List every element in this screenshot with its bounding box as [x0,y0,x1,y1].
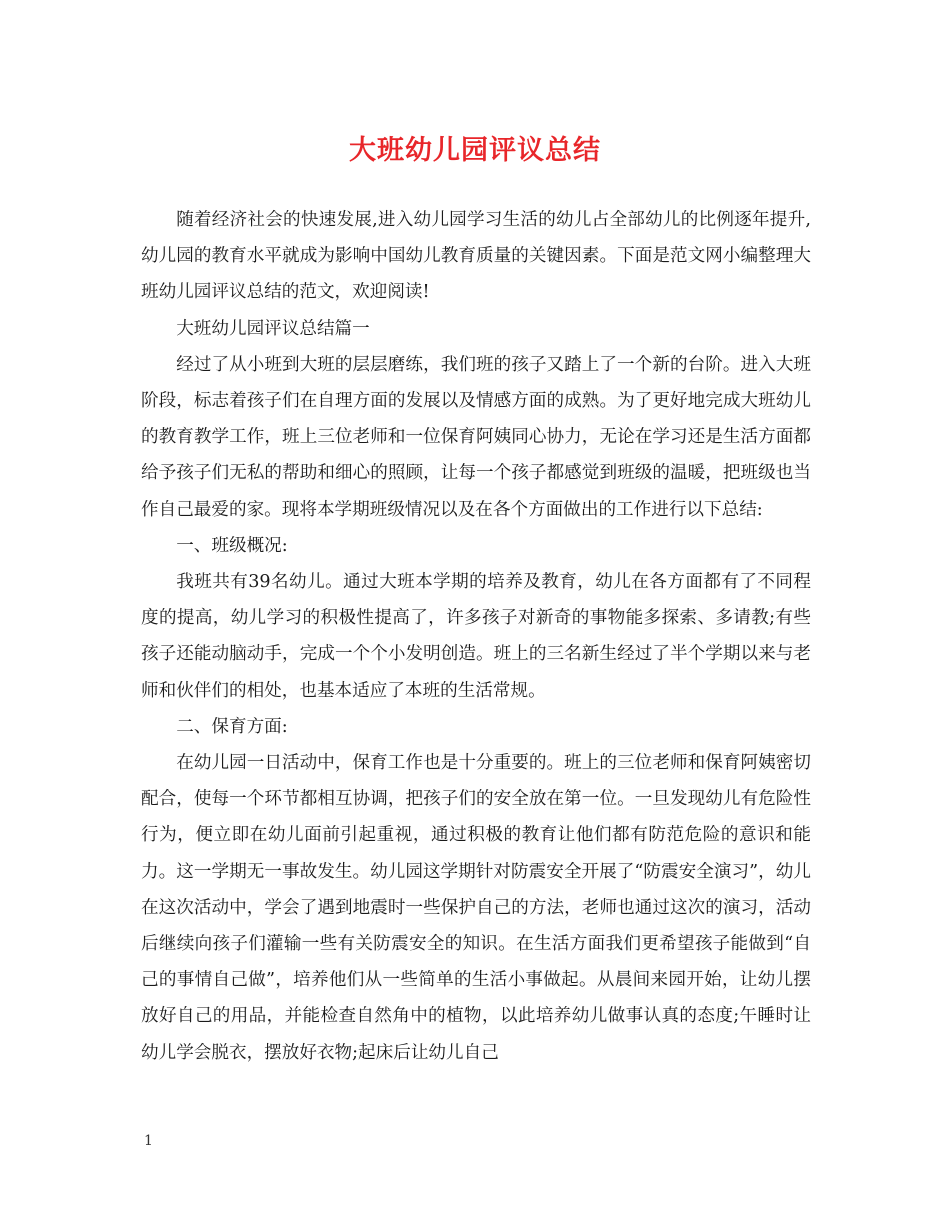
intro-paragraph: 随着经济社会的快速发展,进入幼儿园学习生活的幼儿占全部幼儿的比例逐年提升,幼儿园的教育水平就成为影响中国幼儿教育质量的关键因素。下面是范文网小编整理大班幼儿园评议总结的范文，欢迎阅读! [141,210,811,303]
document-title: 大班幼儿园评议总结 [349,135,601,166]
page-number: 1 [144,1133,153,1149]
summary-paragraph: 经过了从小班到大班的层层磨练，我们班的孩子又踏上了一个新的台阶。进入大班阶段，标志着孩子们在自理方面的发展以及情感方面的成熟。为了更好地完成大班幼儿的教育教学工作，班上三位老师和一位保育阿姨同心协力，无论在学习还是生活方面都给予孩子们无私的帮助和细心的照顾，让每一个孩子都感觉到班级的温暖，把班级也当作自己最爱的家。现将本学期班级情况以及在各个方面做出的工作进行以下总结: [141,354,811,520]
section-heading-care: 二、保育方面: [176,716,288,737]
class-overview-paragraph: 我班共有39名幼儿。通过大班本学期的培养及教育，幼儿在各方面都有了不同程度的提高，幼儿学习的积极性提高了，许多孩子对新奇的事物能多探索、多请教;有些孩子还能动脑动手，完成一个个小发明创造。班上的三名新生经过了半个学期以来与老师和伙伴们的相处，也基本适应了本班的生活常规。 [141,572,811,701]
document-body [141,202,811,1071]
section-heading-part-one: 大班幼儿园评议总结篇一 [176,318,370,339]
care-paragraph: 在幼儿园一日活动中，保育工作也是十分重要的。班上的三位老师和保育阿姨密切配合，使每一个环节都相互协调，把孩子们的安全放在第一位。一旦发现幼儿有危险性行为，便立即在幼儿面前引起重视，通过积极的教育让他们都有防范危险的意识和能力。这一学期无一事故发生。幼儿园这学期针对防震安全开展了“防震安全演习”，幼儿在这次活动中，学会了遇到地震时一些保护自己的方法，老师也通过这次的演习，活动后继续向孩子们灌输一些有关防震安全的知识。在生活方面我们更希望孩子能做到“自己的事情自己做”，培养他们从一些简单的生活小事做起。从晨间来园开始，让幼儿摆放好自己的用品，并能检查自然角中的植物，以此培养幼儿做事认真的态度;午睡时让幼儿学会脱衣，摆放好衣物;起床后让幼儿自己 [141,753,811,1063]
section-heading-class-overview: 一、班级概况: [176,535,288,556]
